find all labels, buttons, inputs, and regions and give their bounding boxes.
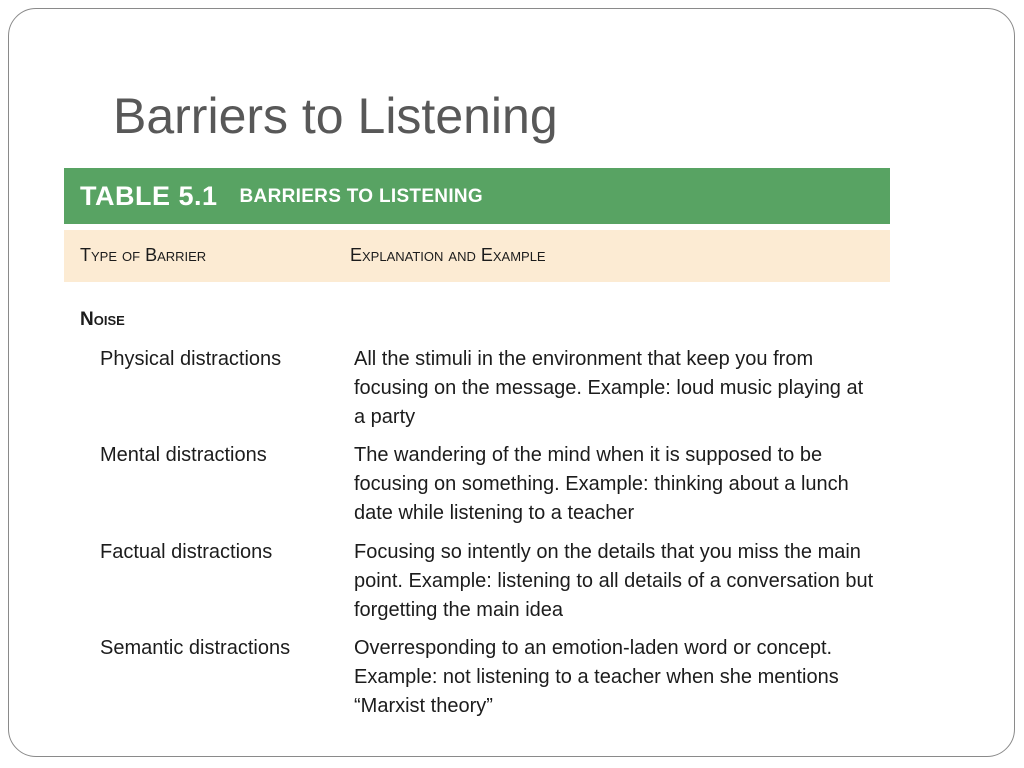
table-caption: BARRIERS TO LISTENING <box>239 186 483 207</box>
slide-title: Barriers to Listening <box>113 88 558 144</box>
column-header-row <box>64 230 890 282</box>
table-number: TABLE 5.1 <box>80 180 218 211</box>
table-title-bar <box>64 168 890 224</box>
barrier-explanation: All the stimuli in the environment that keep you from focusing on the message. Example: loud music playing at a party <box>354 348 864 428</box>
barrier-type: Semantic distractions <box>100 637 291 659</box>
barrier-type: Mental distractions <box>100 444 267 466</box>
barrier-explanation: Overresponding to an emotion-laden word or concept. Example: not listening to a teacher when she mentions “Marxist theory” <box>354 637 839 717</box>
section-label-noise: Noise <box>80 309 125 330</box>
column-header-type: Type of Barrier <box>80 245 207 265</box>
barrier-explanation: Focusing so intently on the details that you miss the main point. Example: listening to all details of a conversation but forgetting the main idea <box>354 541 874 621</box>
barrier-type: Factual distractions <box>100 541 273 563</box>
column-header-explanation: Explanation and Example <box>350 245 546 265</box>
barrier-explanation: The wandering of the mind when it is supposed to be focusing on something. Example: thinking about a lunch date while listening to a teacher <box>354 444 849 524</box>
barrier-type: Physical distractions <box>100 348 282 370</box>
